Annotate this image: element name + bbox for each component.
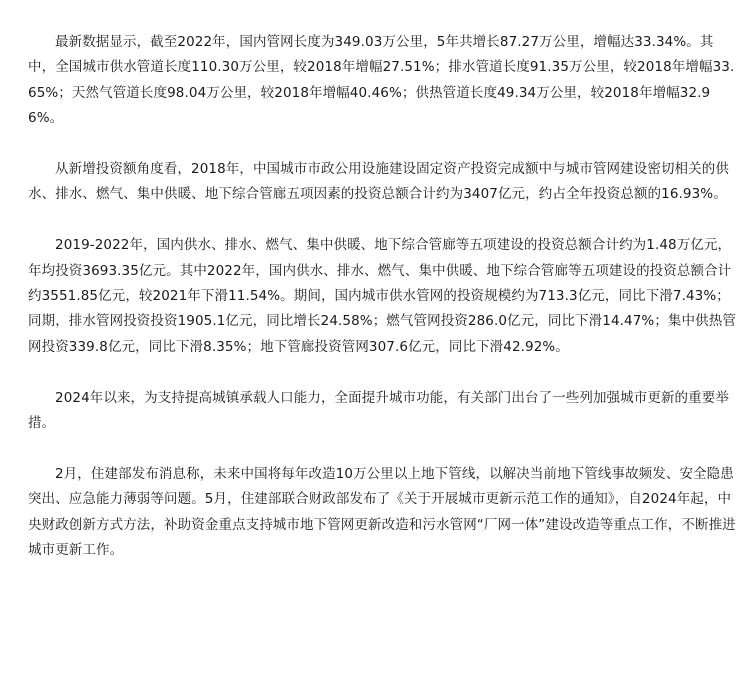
paragraph-policy-2024: 2024年以来，为支持提高城镇承载人口能力，全面提升城市功能，有关部门出台了一些列加强城市更新的重要举措。 [28,389,729,432]
paragraph-network-length: 最新数据显示，截至2022年，国内管网长度为349.03万公里，5年共增长87.27万公里，增幅达33.34%。其中，全国城市供水管道长度110.30万公里，较2018年增幅27.51%；排水管道长度91.35万公里，较2018年增幅33.65%；天然气管道长度98.04万公里，较2018年增幅40.46%；供热管道长度49.34万公里，较2018年增幅32.96%。 [28,34,735,127]
paragraph-investment-2019-2022: 2019-2022年，国内供水、排水、燃气、集中供暖、地下综合管廊等五项建设的投资总额合计约为1.48万亿元，年均投资3693.35亿元。其中2022年，国内供水、排水、燃气、集中供暖、地下综合管廊等五项建设的投资总额合计约3551.85亿元，较2021年下滑11.54%。期间，国内城市供水管网的投资规模约为713.3亿元，同比下滑7.43%；同期，排水管网投资投资1905.1亿元，同比增长24.58%；燃气管网投资286.0亿元，同比下滑14.47%；集中供热管网投资339.8亿元，同比下滑8.35%；地下管廊投资管网307.6亿元，同比下滑42.92%。 [28,237,736,355]
paragraph-housing-ministry: 2月，住建部发布消息称，未来中国将每年改造10万公里以上地下管线，以解决当前地下管线事故频发、安全隐患突出、应急能力薄弱等问题。5月，住建部联合财政部发布了《关于开展城市更新示范工作的通知》，自2024年起，中央财政创新方式方法，补助资金重点支持城市地下管网更新改造和污水管网“厂网一体”建设改造等重点工作，不断推进城市更新工作。 [28,465,736,559]
article-body [28,30,740,563]
paragraph-investment-2018: 从新增投资额角度看，2018年，中国城市市政公用设施建设固定资产投资完成额中与城市管网建设密切相关的供水、排水、燃气、集中供暖、地下综合管廊五项因素的投资总额合计约为3407亿元，约占全年投资总额的16.93%。 [28,161,729,203]
